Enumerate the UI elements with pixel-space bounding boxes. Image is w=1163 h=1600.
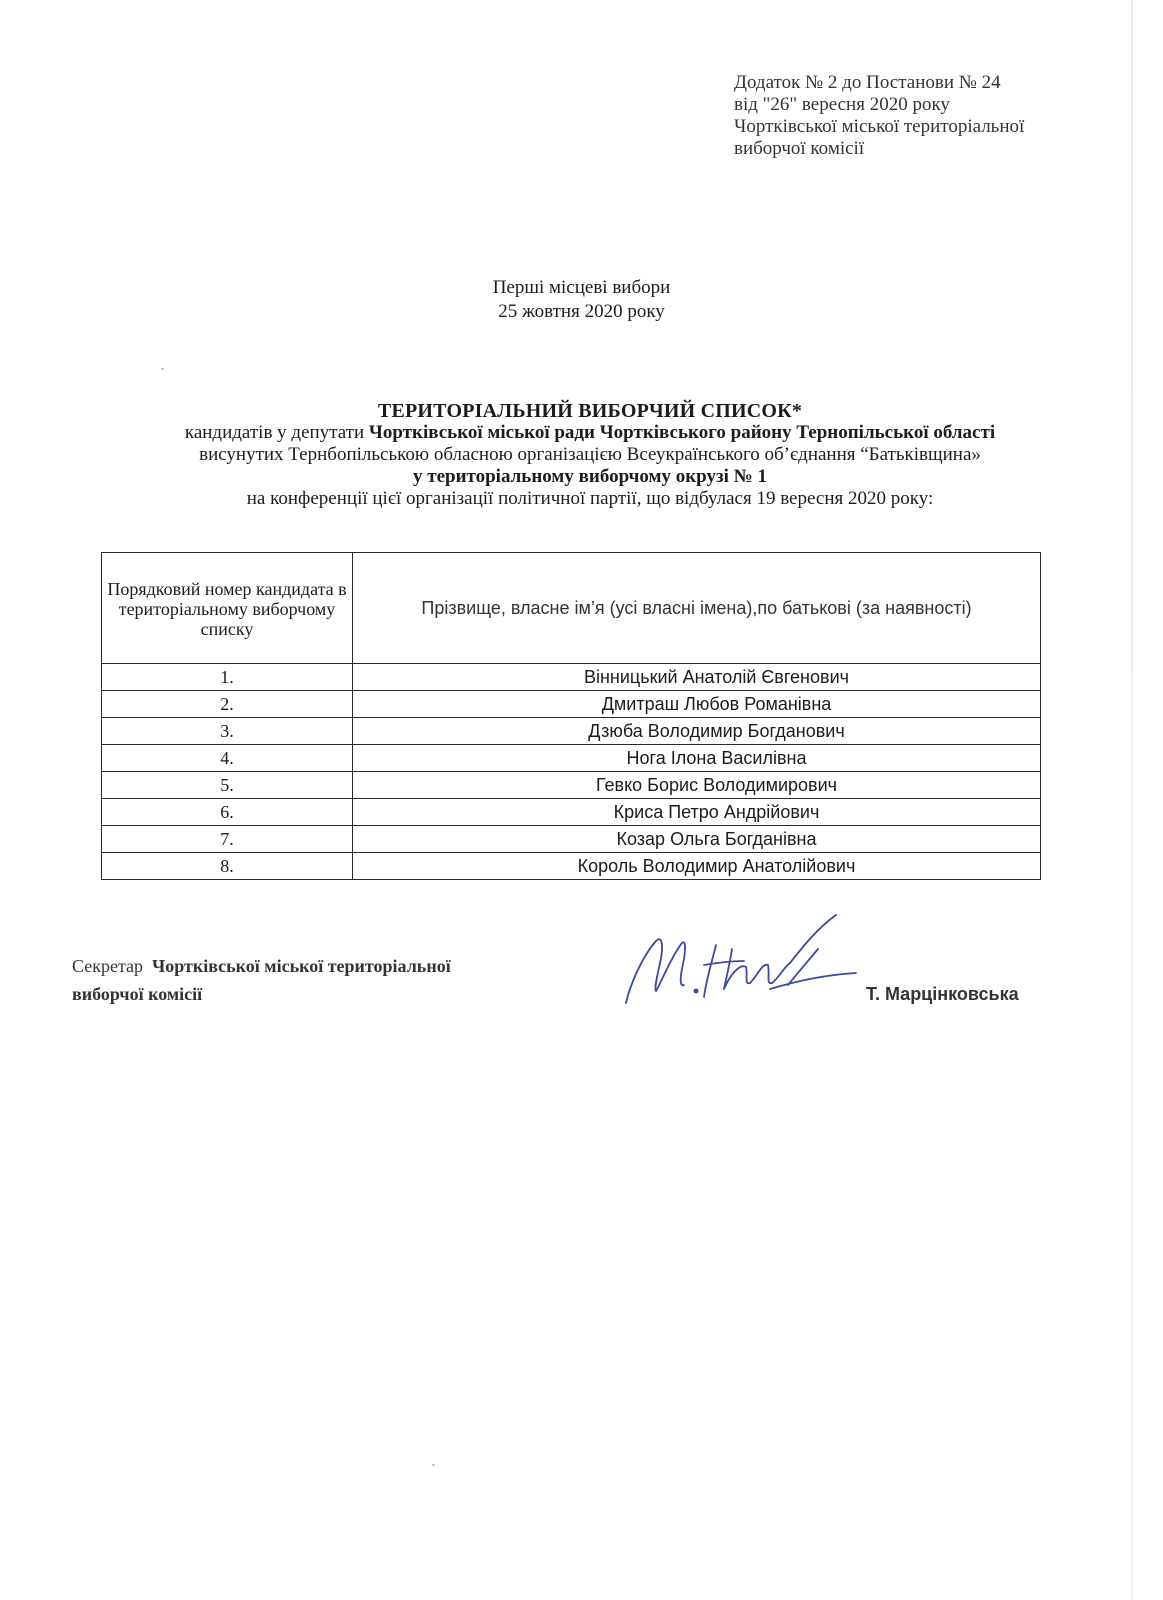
row-number: 6. (102, 799, 353, 826)
table-row (102, 826, 1041, 853)
scan-speck (161, 368, 164, 370)
table-row (102, 691, 1041, 718)
annex-line: виборчої комісії (734, 138, 865, 159)
candidate-name: Криса Петро Андрійович (353, 799, 1041, 826)
document-title: ТЕРИТОРІАЛЬНИЙ ВИБОРЧИЙ СПИСОК* (377, 400, 803, 422)
row-number: 1. (102, 664, 353, 691)
secretary-block (72, 952, 451, 1008)
elections-date: 25 жовтня 2020 року (498, 301, 665, 322)
candidate-name: Нога Ілона Василівна (353, 745, 1041, 772)
secretary-label: Секретар (72, 956, 144, 976)
row-number: 5. (102, 772, 353, 799)
signer-name: Т. Марцінковська (866, 984, 1019, 1004)
table-header-row (102, 553, 1041, 664)
table-row (102, 664, 1041, 691)
annex-line: Чортківської міської територіальної (734, 116, 1025, 137)
candidate-name: Вінницький Анатолій Євгенович (353, 664, 1041, 691)
document-heading (60, 400, 1120, 510)
heading-candidates-prefix: кандидатів у депутати (184, 422, 369, 443)
column-header-name: Прізвище, власне ім’я (усі власні імена),по батькові (за наявності) (353, 553, 1041, 664)
elections-block (0, 276, 1163, 324)
row-number: 3. (102, 718, 353, 745)
heading-line-nominated: висунутих Тернбопільською обласною організацією Всеукраїнського об’єднання “Батьківщина» (199, 444, 981, 465)
candidate-name: Дмитраш Любов Романівна (353, 691, 1041, 718)
row-number: 7. (102, 826, 353, 853)
secretary-commission: Чортківської міської територіальної (152, 956, 451, 976)
table-row (102, 853, 1041, 880)
elections-title: Перші місцеві вибори (492, 277, 671, 298)
scan-edge (1131, 0, 1133, 1600)
table-row (102, 745, 1041, 772)
candidate-name: Дзюба Володимир Богданович (353, 718, 1041, 745)
handwritten-signature (620, 905, 880, 1015)
scan-speck (432, 1464, 435, 1466)
candidates-table (101, 552, 1041, 880)
secretary-line (72, 952, 451, 980)
secretary-commission-line2: виборчої комісії (72, 984, 203, 1004)
heading-line-candidates (60, 422, 1120, 444)
candidate-name: Гевко Борис Володимирович (353, 772, 1041, 799)
heading-council-name: Чортківської міської ради Чортківського району Тернопільської області (368, 422, 996, 443)
annex-line: від "26" вересня 2020 року (734, 94, 950, 115)
row-number: 8. (102, 853, 353, 880)
column-header-number: Порядковий номер кандидата в територіальному виборчому списку (102, 553, 353, 664)
row-number: 2. (102, 691, 353, 718)
row-number: 4. (102, 745, 353, 772)
annex-line: Додаток № 2 до Постанови № 24 (734, 72, 1001, 93)
heading-line-district: у територіальному виборчому окрузі № 1 (413, 466, 767, 487)
table-row (102, 718, 1041, 745)
table-row (102, 772, 1041, 799)
candidate-name: Король Володимир Анатолійович (353, 853, 1041, 880)
candidate-name: Козар Ольга Богданівна (353, 826, 1041, 853)
table-row (102, 799, 1041, 826)
heading-line-conference: на конференції цієї організації політичної партії, що відбулася 19 вересня 2020 року: (246, 488, 934, 509)
annex-block (734, 72, 1024, 160)
